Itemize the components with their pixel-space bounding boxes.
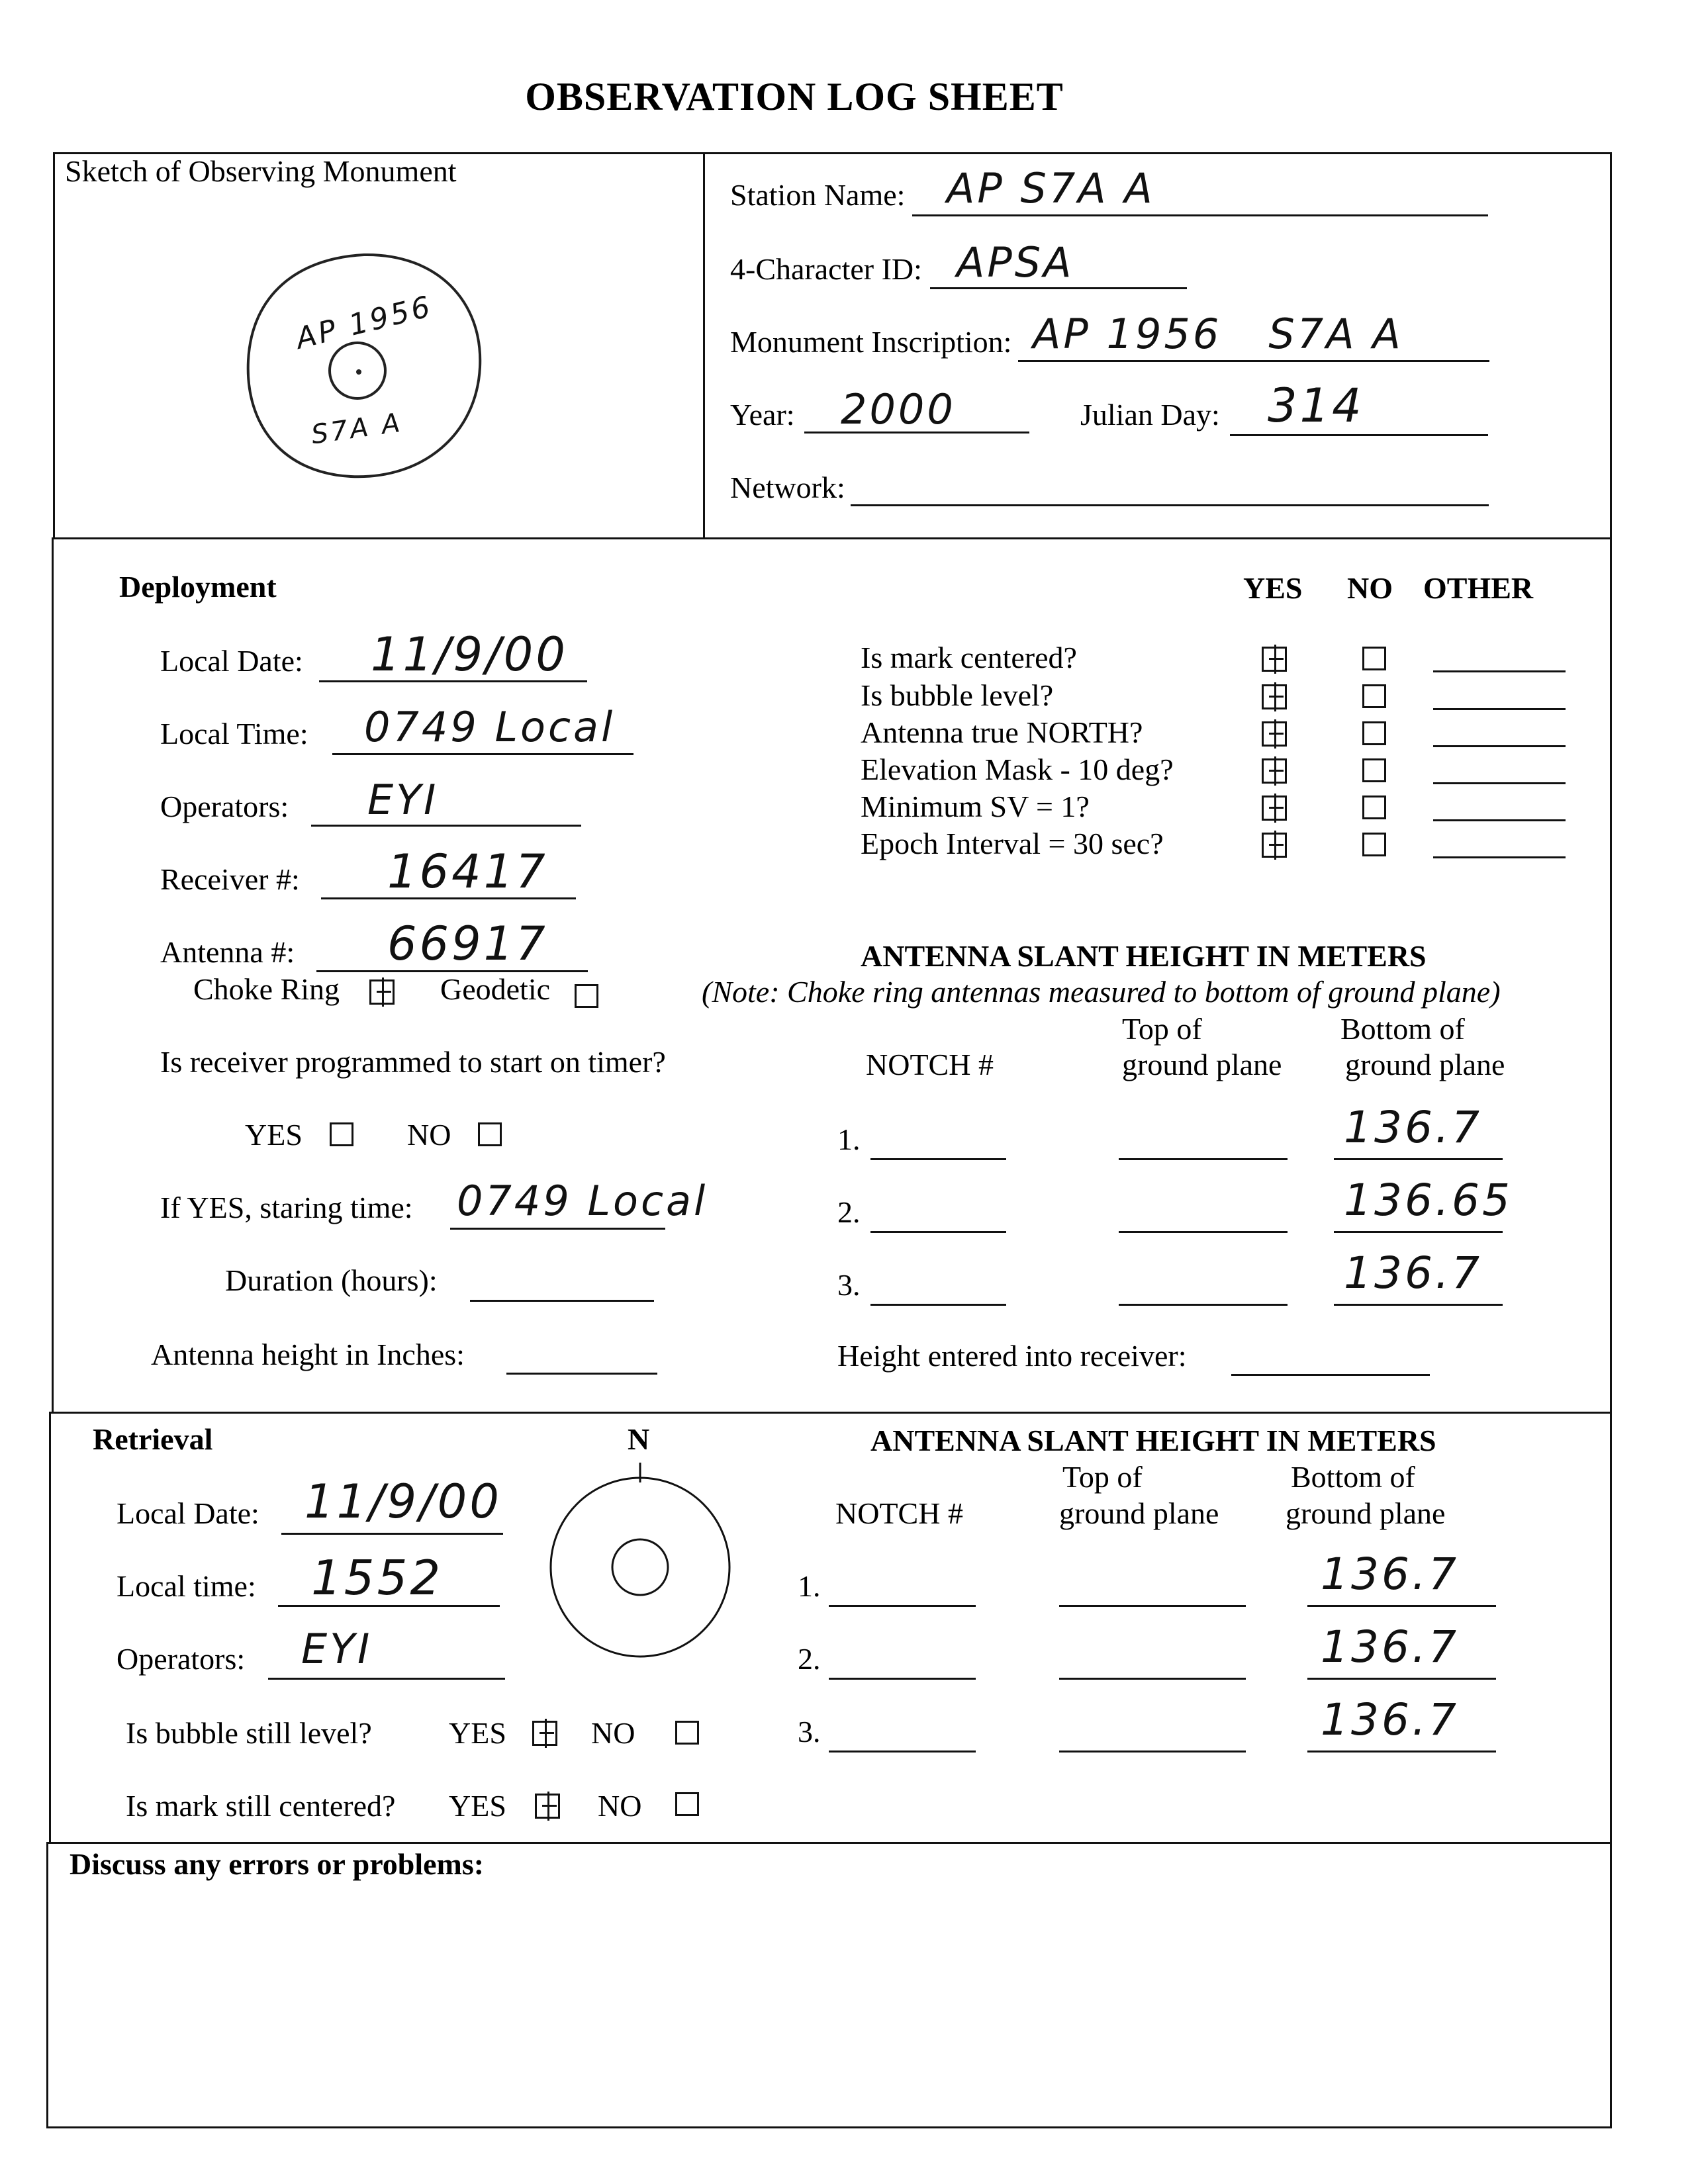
inscription-value[interactable]: AP 1956 S7A A bbox=[1033, 310, 1403, 358]
checklist-yes-checkbox[interactable] bbox=[1262, 833, 1287, 858]
network-label: Network: bbox=[730, 471, 845, 504]
deploy-top-line[interactable] bbox=[1119, 1304, 1288, 1306]
monument-sketch bbox=[238, 242, 490, 486]
mark-question: Is mark still centered? bbox=[126, 1789, 396, 1823]
checklist-question: Minimum SV = 1? bbox=[861, 790, 1090, 823]
sketch-text-bottom: S7A A bbox=[309, 407, 404, 451]
deploy-operators-line bbox=[311, 825, 581, 827]
year-label: Year: bbox=[730, 398, 795, 432]
timer-yes-checkbox[interactable] bbox=[330, 1122, 353, 1146]
year-value[interactable]: 2000 bbox=[841, 385, 956, 433]
deploy-slant-heading: ANTENNA SLANT HEIGHT IN METERS bbox=[861, 939, 1427, 973]
geodetic-label: Geodetic bbox=[440, 972, 551, 1006]
checklist-other-line[interactable] bbox=[1433, 670, 1566, 672]
retr-local-date-value[interactable]: 11/9/00 bbox=[305, 1475, 502, 1529]
deploy-top-line[interactable] bbox=[1119, 1231, 1288, 1233]
deploy-notch-line[interactable] bbox=[870, 1158, 1006, 1160]
deploy-bottom-line[interactable] bbox=[1334, 1304, 1503, 1306]
char-id-value[interactable]: APSA bbox=[957, 238, 1074, 287]
retr-bottom-header-2: ground plane bbox=[1286, 1496, 1446, 1530]
deployment-heading: Deployment bbox=[119, 570, 277, 604]
deploy-local-time-label: Local Time: bbox=[160, 717, 308, 751]
deploy-notch-header: NOTCH # bbox=[866, 1048, 994, 1081]
deploy-top-line[interactable] bbox=[1119, 1158, 1288, 1160]
bubble-no-label: NO bbox=[591, 1716, 635, 1750]
mark-no-label: NO bbox=[598, 1789, 642, 1823]
deploy-bottom-value[interactable]: 136.7 bbox=[1344, 1102, 1482, 1153]
deploy-notch-number: 2. bbox=[837, 1195, 861, 1229]
inscription-line bbox=[1018, 360, 1489, 362]
deploy-operators-value[interactable]: EYI bbox=[367, 776, 439, 824]
retr-notch-line[interactable] bbox=[829, 1751, 976, 1752]
checklist-yes-checkbox[interactable] bbox=[1262, 796, 1287, 821]
checklist-yes-checkbox[interactable] bbox=[1262, 758, 1287, 784]
deploy-bottom-header-2: ground plane bbox=[1345, 1048, 1505, 1081]
deploy-bottom-line[interactable] bbox=[1334, 1158, 1503, 1160]
deploy-local-time-value[interactable]: 0749 Local bbox=[364, 703, 616, 751]
bubble-no-checkbox[interactable] bbox=[675, 1721, 699, 1745]
retr-notch-number: 1. bbox=[798, 1569, 821, 1603]
retr-notch-line[interactable] bbox=[829, 1605, 976, 1607]
deploy-local-time-line bbox=[332, 753, 633, 755]
bubble-yes-checkbox[interactable] bbox=[532, 1721, 557, 1746]
deploy-top-header-1: Top of bbox=[1122, 1012, 1202, 1046]
retr-slant-heading: ANTENNA SLANT HEIGHT IN METERS bbox=[870, 1424, 1436, 1457]
deploy-operators-label: Operators: bbox=[160, 790, 289, 823]
checklist-no-checkbox[interactable] bbox=[1362, 647, 1386, 670]
retr-bottom-line[interactable] bbox=[1307, 1678, 1496, 1680]
checklist-other-line[interactable] bbox=[1433, 819, 1566, 821]
checklist-no-checkbox[interactable] bbox=[1362, 796, 1386, 819]
retr-local-time-label: Local time: bbox=[117, 1569, 256, 1603]
height-entered-line bbox=[1231, 1374, 1430, 1376]
deploy-bottom-value[interactable]: 136.65 bbox=[1344, 1175, 1513, 1226]
geodetic-checkbox[interactable] bbox=[575, 984, 598, 1008]
retr-notch-number: 2. bbox=[798, 1642, 821, 1676]
duration-label: Duration (hours): bbox=[225, 1263, 438, 1297]
deploy-local-date-label: Local Date: bbox=[160, 644, 303, 678]
char-id-label: 4-Character ID: bbox=[730, 252, 922, 286]
retr-top-line[interactable] bbox=[1059, 1751, 1246, 1752]
checklist-no-checkbox[interactable] bbox=[1362, 758, 1386, 782]
deploy-notch-line[interactable] bbox=[870, 1231, 1006, 1233]
retr-notch-header: NOTCH # bbox=[835, 1496, 963, 1530]
retr-local-date-label: Local Date: bbox=[117, 1496, 259, 1530]
mark-yes-label: YES bbox=[449, 1789, 506, 1823]
bubble-question: Is bubble still level? bbox=[126, 1716, 372, 1750]
checklist-no-checkbox[interactable] bbox=[1362, 684, 1386, 708]
start-time-value[interactable]: 0749 Local bbox=[457, 1177, 708, 1225]
julian-day-label: Julian Day: bbox=[1080, 398, 1220, 432]
height-entered-label: Height entered into receiver: bbox=[837, 1339, 1187, 1373]
col-other-header: OTHER bbox=[1423, 571, 1534, 605]
deploy-bottom-line[interactable] bbox=[1334, 1231, 1503, 1233]
network-line bbox=[851, 504, 1489, 506]
checklist-other-line[interactable] bbox=[1433, 708, 1566, 710]
deploy-bottom-header-1: Bottom of bbox=[1340, 1012, 1465, 1046]
timer-yes-label: YES bbox=[245, 1118, 303, 1152]
checklist-yes-checkbox[interactable] bbox=[1262, 647, 1287, 672]
retr-local-time-value[interactable]: 1552 bbox=[311, 1550, 444, 1606]
start-time-label: If YES, staring time: bbox=[160, 1191, 413, 1224]
retr-bottom-value[interactable]: 136.7 bbox=[1321, 1694, 1459, 1745]
checklist-other-line[interactable] bbox=[1433, 782, 1566, 784]
retr-operators-value[interactable]: EYI bbox=[301, 1625, 373, 1673]
retr-top-header-2: ground plane bbox=[1059, 1496, 1219, 1530]
mark-yes-checkbox[interactable] bbox=[535, 1794, 560, 1819]
col-yes-header: YES bbox=[1243, 571, 1303, 605]
julian-day-line bbox=[1230, 434, 1488, 436]
deploy-notch-number: 1. bbox=[837, 1122, 861, 1156]
choke-ring-checkbox[interactable] bbox=[369, 979, 395, 1005]
retr-bottom-line[interactable] bbox=[1307, 1605, 1496, 1607]
deploy-bottom-value[interactable]: 136.7 bbox=[1344, 1248, 1482, 1298]
retr-bottom-value[interactable]: 136.7 bbox=[1321, 1621, 1459, 1672]
header-divider bbox=[703, 152, 705, 539]
receiver-value[interactable]: 16417 bbox=[387, 844, 548, 899]
start-time-line bbox=[450, 1228, 665, 1230]
choke-ring-label: Choke Ring bbox=[193, 972, 340, 1006]
retr-notch-number: 3. bbox=[798, 1715, 821, 1749]
checklist-question: Is bubble level? bbox=[861, 678, 1054, 712]
inches-label: Antenna height in Inches: bbox=[151, 1338, 465, 1371]
timer-question: Is receiver programmed to start on timer? bbox=[160, 1045, 666, 1079]
retr-top-line[interactable] bbox=[1059, 1605, 1246, 1607]
deploy-notch-number: 3. bbox=[837, 1268, 861, 1302]
checklist-no-checkbox[interactable] bbox=[1362, 833, 1386, 856]
page-title: OBSERVATION LOG SHEET bbox=[525, 75, 1064, 118]
retr-operators-line bbox=[268, 1678, 505, 1680]
sketch-text-top: AP 1956 bbox=[292, 289, 436, 356]
deploy-slant-note: (Note: Choke ring antennas measured to bottom of ground plane) bbox=[702, 975, 1501, 1009]
checklist-question: Epoch Interval = 30 sec? bbox=[861, 827, 1164, 860]
deploy-notch-line[interactable] bbox=[870, 1304, 1006, 1306]
receiver-label: Receiver #: bbox=[160, 862, 300, 896]
sketch-label: Sketch of Observing Monument bbox=[65, 154, 457, 188]
timer-no-checkbox[interactable] bbox=[478, 1122, 502, 1146]
char-id-line bbox=[930, 287, 1187, 289]
station-name-value[interactable]: AP S7A A bbox=[947, 164, 1155, 212]
retr-top-line[interactable] bbox=[1059, 1678, 1246, 1680]
duration-line bbox=[470, 1300, 654, 1302]
julian-day-value[interactable]: 314 bbox=[1268, 379, 1364, 433]
antenna-label: Antenna #: bbox=[160, 935, 295, 969]
north-compass-diagram bbox=[546, 1463, 738, 1668]
retr-bottom-line[interactable] bbox=[1307, 1751, 1496, 1752]
checklist-other-line[interactable] bbox=[1433, 856, 1566, 858]
col-no-header: NO bbox=[1347, 571, 1393, 605]
retrieval-heading: Retrieval bbox=[93, 1422, 213, 1456]
checklist-question: Is mark centered? bbox=[861, 641, 1077, 674]
checklist-other-line[interactable] bbox=[1433, 745, 1566, 747]
timer-no-label: NO bbox=[407, 1118, 451, 1152]
checklist-question: Elevation Mask - 10 deg? bbox=[861, 752, 1174, 786]
retr-top-header-1: Top of bbox=[1062, 1460, 1143, 1494]
checklist-no-checkbox[interactable] bbox=[1362, 721, 1386, 745]
station-name-label: Station Name: bbox=[730, 178, 906, 212]
checklist-yes-checkbox[interactable] bbox=[1262, 684, 1287, 709]
bubble-yes-label: YES bbox=[449, 1716, 506, 1750]
inches-line bbox=[506, 1373, 657, 1375]
discuss-textarea[interactable] bbox=[66, 1893, 1589, 2111]
mark-no-checkbox[interactable] bbox=[675, 1792, 699, 1816]
deploy-local-date-value[interactable]: 11/9/00 bbox=[371, 627, 568, 682]
north-label: N bbox=[628, 1422, 650, 1456]
retr-notch-line[interactable] bbox=[829, 1678, 976, 1680]
checklist-question: Antenna true NORTH? bbox=[861, 715, 1143, 749]
inscription-label: Monument Inscription: bbox=[730, 325, 1012, 359]
retr-bottom-header-1: Bottom of bbox=[1291, 1460, 1415, 1494]
retr-local-date-line bbox=[281, 1533, 503, 1535]
discuss-label: Discuss any errors or problems: bbox=[70, 1847, 485, 1881]
antenna-value[interactable]: 66917 bbox=[387, 917, 548, 971]
retr-bottom-value[interactable]: 136.7 bbox=[1321, 1549, 1459, 1600]
deploy-top-header-2: ground plane bbox=[1122, 1048, 1282, 1081]
station-name-line bbox=[912, 214, 1488, 216]
checklist-yes-checkbox[interactable] bbox=[1262, 721, 1287, 747]
retr-operators-label: Operators: bbox=[117, 1642, 246, 1676]
